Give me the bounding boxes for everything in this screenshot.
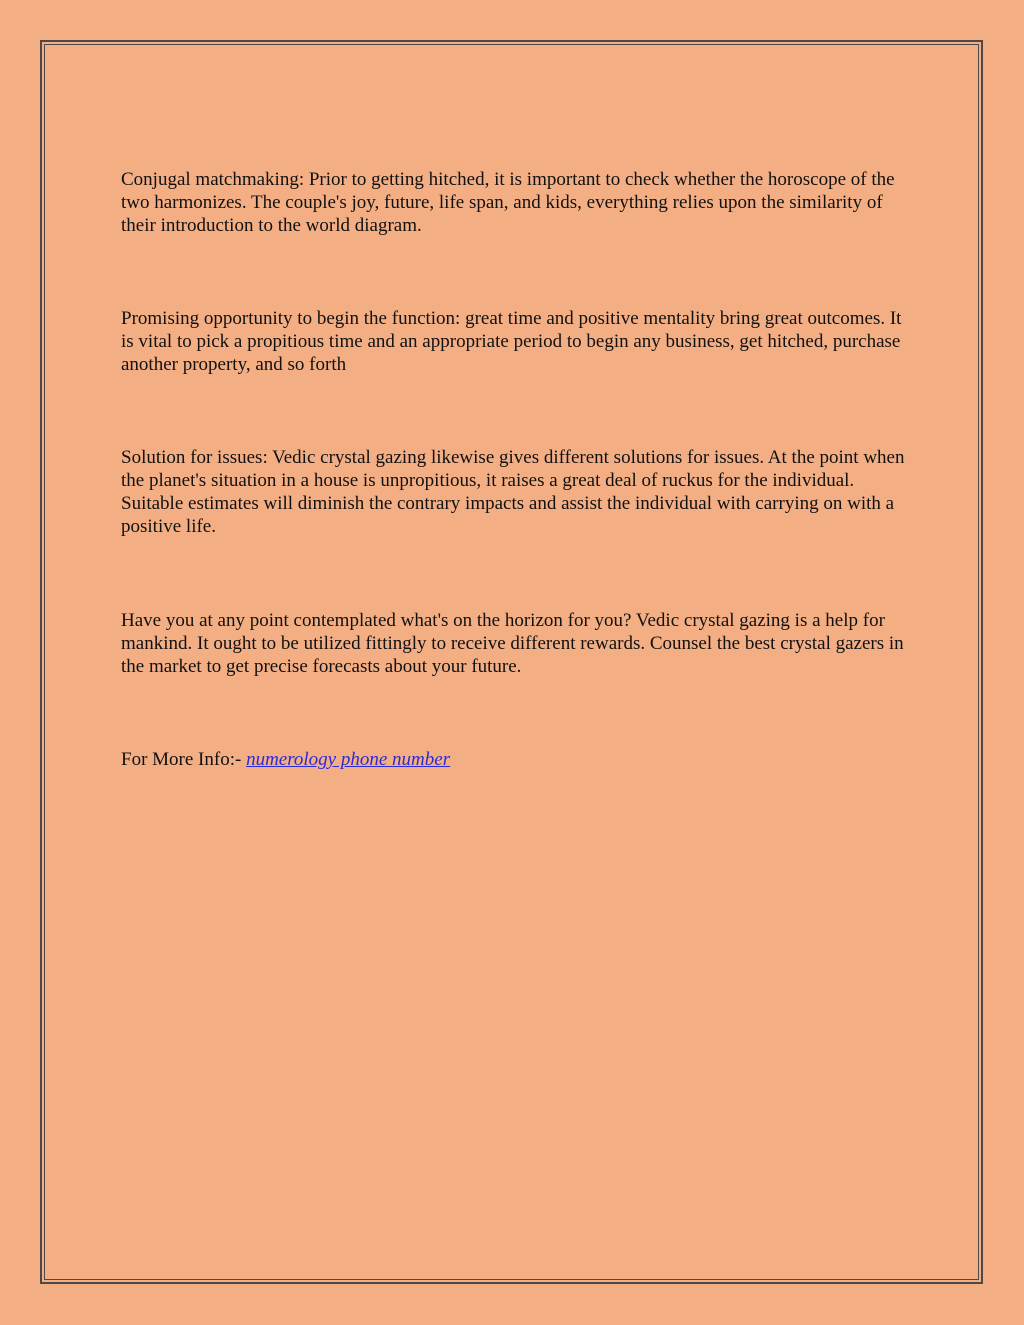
paragraph-conjugal-matchmaking: Conjugal matchmaking: Prior to getting hitched, it is important to check whether the horoscope of the two harmonizes. The couple's joy, future, life span, and kids, everything relies upon the similarity of their introduction to the world diagram. — [121, 169, 895, 236]
paragraph-promising-opportunity: Promising opportunity to begin the function: great time and positive mentality bring great outcomes. It is vital to pick a propitious time and an appropriate period to begin any business, get hitched, purchase another property, and so forth — [121, 308, 902, 375]
paragraph-horizon: Have you at any point contemplated what's on the horizon for you? Vedic crystal gazing is a help for mankind. It ought to be utilized fittingly to receive different rewards. Counsel the best crystal gazers in the market to get precise forecasts about your future. — [121, 610, 904, 677]
numerology-phone-number-link[interactable]: numerology phone number — [246, 749, 451, 770]
paragraph-solution-for-issues: Solution for issues: Vedic crystal gazing likewise gives different solutions for issues. At the point when the planet's situation in a house is unpropitious, it raises a great deal of ruckus for the individual. Suitable estimates will diminish the contrary impacts and assist the individual with carrying on with a positive life. — [121, 447, 905, 537]
more-info-label: For More Info:- — [121, 749, 247, 770]
more-info-line — [121, 748, 450, 771]
